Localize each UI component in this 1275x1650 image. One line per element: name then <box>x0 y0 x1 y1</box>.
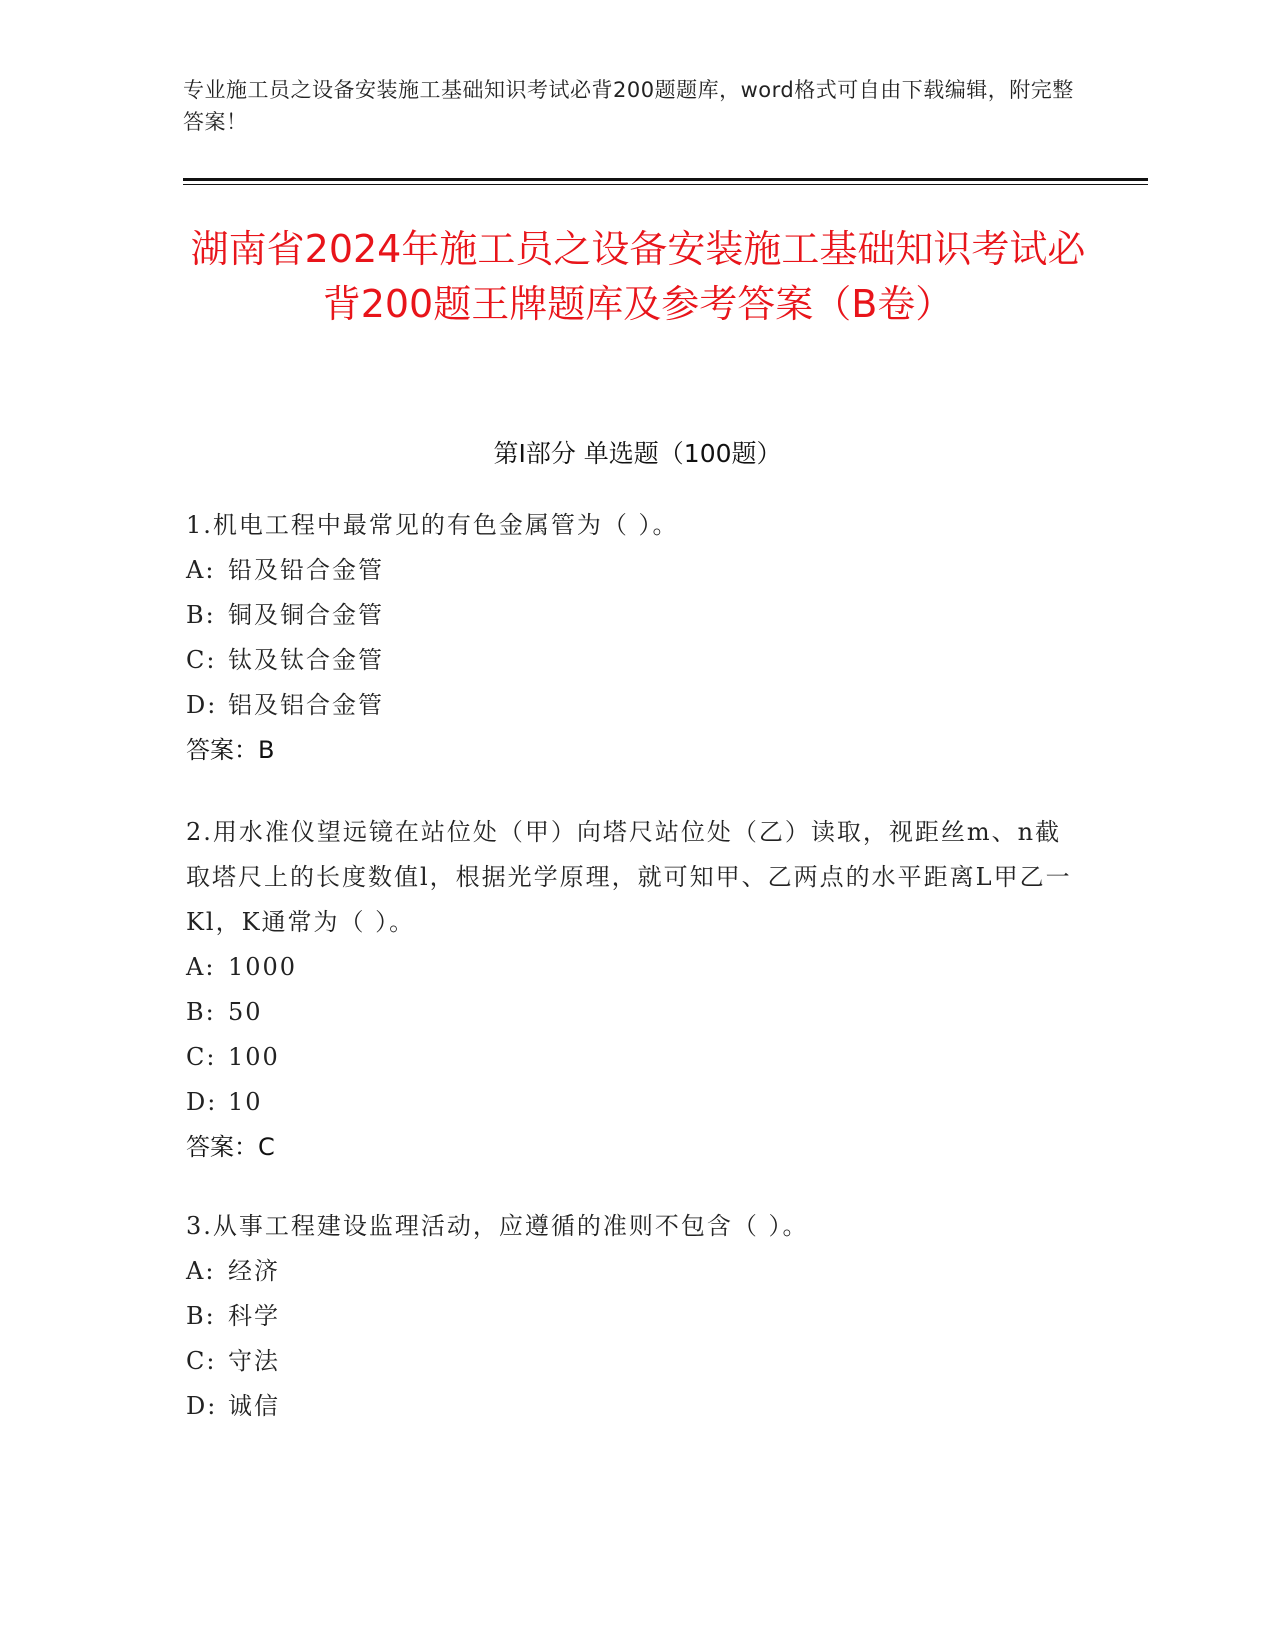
option-b <box>186 1294 1086 1339</box>
option-c <box>186 638 1086 683</box>
option-letter: A: <box>186 556 216 584</box>
option-text: 100 <box>228 1043 280 1071</box>
option-text: 铅及铅合金管 <box>228 556 384 584</box>
option-b <box>186 593 1086 638</box>
option-c <box>186 1339 1086 1384</box>
option-letter: A: <box>186 953 216 981</box>
option-letter: C: <box>186 1043 217 1071</box>
section-title: 第Ⅰ部分 单选题（100题） <box>493 439 782 468</box>
header-divider-thin <box>183 184 1148 185</box>
document-title: 湖南省2024年施工员之设备安装施工基础知识考试必背200题王牌题库及参考答案（B卷） <box>190 227 1086 326</box>
option-text: 科学 <box>228 1302 280 1330</box>
question-stem: 3.从事工程建设监理活动，应遵循的准则不包含（ ）。 <box>186 1212 809 1240</box>
option-letter: D: <box>186 1088 218 1116</box>
option-text: 1000 <box>228 953 298 981</box>
option-letter: A: <box>186 1257 216 1285</box>
option-letter: C: <box>186 646 217 674</box>
question-stem: 1.机电工程中最常见的有色金属管为（ ）。 <box>186 511 679 539</box>
question-2 <box>186 810 1086 1170</box>
option-d <box>186 683 1086 728</box>
option-a <box>186 1249 1086 1294</box>
option-a <box>186 945 1086 990</box>
option-letter: B: <box>186 998 216 1026</box>
option-d <box>186 1384 1086 1429</box>
option-d <box>186 1080 1086 1125</box>
option-c <box>186 1035 1086 1080</box>
option-letter: C: <box>186 1347 217 1375</box>
option-letter: D: <box>186 1392 218 1420</box>
option-text: 守法 <box>228 1347 280 1375</box>
option-text: 钛及钛合金管 <box>228 646 384 674</box>
option-text: 铜及铜合金管 <box>228 601 384 629</box>
option-letter: D: <box>186 691 218 719</box>
header-divider-thick <box>183 178 1148 181</box>
option-letter: B: <box>186 601 216 629</box>
answer-line: 答案：B <box>186 736 275 764</box>
option-b <box>186 990 1086 1035</box>
option-text: 10 <box>228 1088 263 1116</box>
option-a <box>186 548 1086 593</box>
option-text: 经济 <box>228 1257 280 1285</box>
question-1 <box>186 503 1086 773</box>
option-text: 诚信 <box>228 1392 280 1420</box>
option-letter: B: <box>186 1302 216 1330</box>
answer-line: 答案：C <box>186 1133 275 1161</box>
question-3 <box>186 1204 1086 1429</box>
header-note: 专业施工员之设备安装施工基础知识考试必背200题题库，word格式可自由下载编辑，附完整答案！ <box>183 78 1074 134</box>
option-text: 铝及铝合金管 <box>228 691 384 719</box>
question-stem: 2.用水准仪望远镜在站位处（甲）向塔尺站位处（乙）读取，视距丝m、n截取塔尺上的长度数值l，根据光学原理，就可知甲、乙两点的水平距离L甲乙一Kl，K通常为（ ）。 <box>186 818 1072 936</box>
option-text: 50 <box>228 998 263 1026</box>
